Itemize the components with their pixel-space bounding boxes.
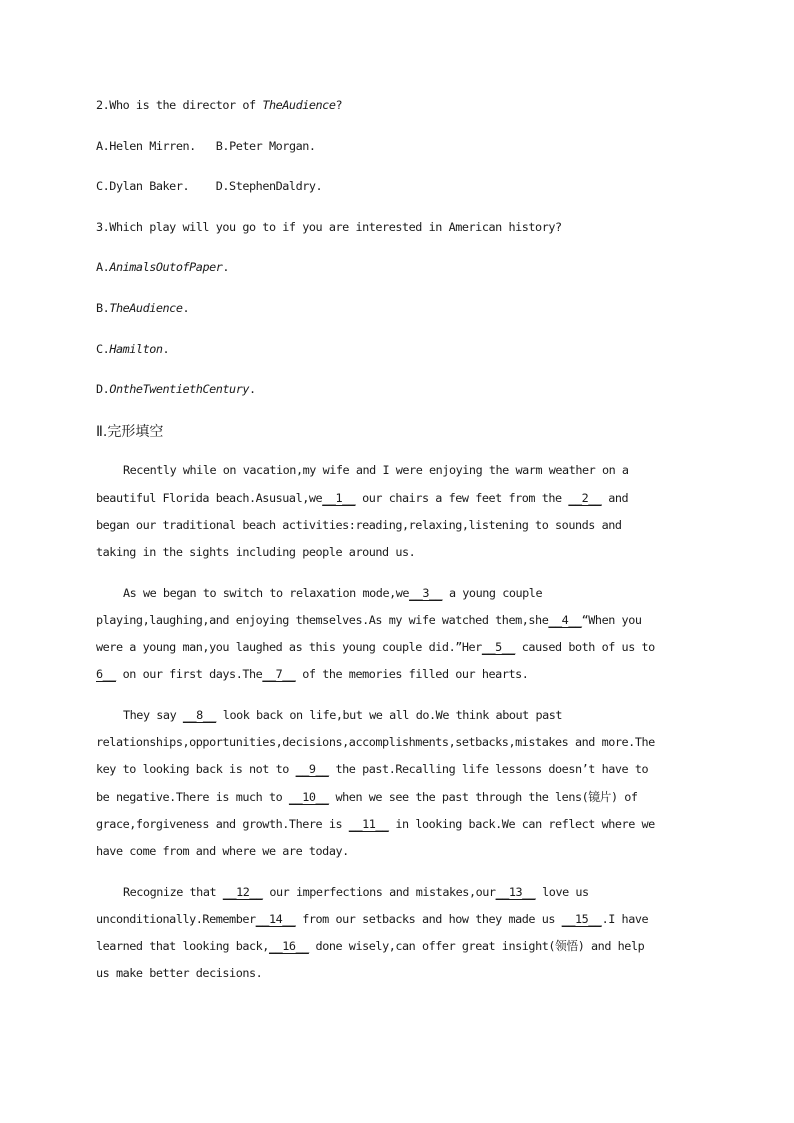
blank-14: __14__	[255, 912, 296, 926]
option-a: A.Helen Mirren.	[96, 139, 196, 153]
text: our chairs a few feet from the	[355, 491, 569, 505]
p1-line-1: Recently while on vacation,my wife and I were enjoying the warm weather on a	[123, 463, 629, 477]
blank-6: 6__	[96, 667, 116, 681]
question-2-options-ab	[96, 138, 316, 154]
blank-11: __11__	[348, 817, 389, 831]
text: our imperfections and mistakes,our	[262, 885, 496, 899]
play-title: OntheTwentiethCentury	[109, 382, 250, 396]
text: done wisely,can offer great insight(领悟) and help	[308, 939, 645, 953]
question-3-option-b	[96, 300, 189, 316]
text: They say	[123, 708, 183, 722]
p3-line-2: relationships,opportunities,decisions,accomplishments,setbacks,mistakes and more.The	[96, 735, 655, 749]
p3-line-6: have come from and where we are today.	[96, 844, 349, 858]
blank-8: __8__	[182, 708, 217, 722]
question-text: 2.Who is the director of	[96, 98, 263, 112]
p2-line-1	[123, 585, 542, 601]
p1-line-4: taking in the sights including people around us.	[96, 545, 416, 559]
option-c: C.Dylan Baker.	[96, 179, 190, 193]
blank-15: __15__	[561, 912, 602, 926]
text: playing,laughing,and enjoying themselves.As my wife watched them,she	[96, 613, 549, 627]
p3-line-1	[123, 707, 562, 723]
play-title: Hamilton	[109, 342, 163, 356]
text: caused both of us to	[515, 640, 655, 654]
option-letter: B.	[96, 301, 110, 315]
text: on our first days.The	[115, 667, 263, 681]
text: the past.Recalling life lessons doesn’t have to	[328, 762, 649, 776]
text: As we began to switch to relaxation mode,we	[123, 586, 410, 600]
text: from our setbacks and how they made us	[295, 912, 562, 926]
text: of the memories filled our hearts.	[295, 667, 529, 681]
text: look back on life,but we all do.We think about past	[216, 708, 563, 722]
blank-9: __9__	[295, 762, 329, 776]
option-d: D.StephenDaldry.	[215, 179, 323, 193]
text: unconditionally.Remember	[96, 912, 256, 926]
p3-line-3	[96, 761, 648, 777]
option-letter: A.	[96, 260, 110, 274]
text: beautiful Florida beach.Asusual,we	[96, 491, 323, 505]
p2-line-4	[96, 666, 528, 682]
blank-1: __1__	[322, 491, 356, 505]
blank-4: __4__	[548, 613, 582, 627]
text: were a young man,you laughed as this young couple did.”Her	[96, 640, 482, 654]
p3-line-4	[96, 789, 638, 805]
section-heading: Ⅱ.完形填空	[96, 424, 164, 440]
blank-10: __10__	[288, 790, 329, 804]
play-title: TheAudience	[109, 301, 183, 315]
text: learned that looking back,	[96, 939, 269, 953]
blank-5: __5__	[481, 640, 516, 654]
blank-16: __16__	[268, 939, 309, 953]
period: .	[182, 301, 190, 315]
question-3-stem: 3.Which play will you go to if you are interested in American history?	[96, 220, 562, 234]
text: when we see the past through the lens(镜片) of	[328, 790, 638, 804]
p1-line-3: began our traditional beach activities:reading,relaxing,listening to sounds and	[96, 518, 622, 532]
blank-2: __2__	[568, 491, 602, 505]
text: “When you	[581, 613, 642, 627]
period: .	[222, 260, 230, 274]
question-2-stem	[96, 97, 342, 113]
p2-line-3	[96, 639, 655, 655]
text: and	[601, 491, 629, 505]
p2-line-2	[96, 612, 642, 628]
text: .I have	[601, 912, 649, 926]
question-3-option-a	[96, 259, 229, 275]
play-title: AnimalsOutofPaper	[109, 260, 223, 274]
option-letter: C.	[96, 342, 110, 356]
blank-7: __7__	[262, 667, 296, 681]
option-b: B.Peter Morgan.	[215, 139, 316, 153]
question-2-options-cd	[96, 178, 322, 194]
blank-3: __3__	[409, 586, 443, 600]
p3-line-5	[96, 816, 655, 832]
question-3-option-d	[96, 381, 256, 397]
text: key to looking back is not to	[96, 762, 296, 776]
p1-line-2	[96, 490, 628, 506]
p4-line-1	[123, 884, 589, 900]
text: grace,forgiveness and growth.There is	[96, 817, 349, 831]
blank-13: __13__	[495, 885, 536, 899]
text: in looking back.We can reflect where we	[388, 817, 655, 831]
question-3-option-c	[96, 341, 169, 357]
question-mark: ?	[335, 98, 343, 112]
p4-line-4: us make better decisions.	[96, 966, 263, 980]
option-letter: D.	[96, 382, 110, 396]
text: be negative.There is much to	[96, 790, 289, 804]
p4-line-2	[96, 911, 648, 927]
play-title: TheAudience	[262, 98, 336, 112]
period: .	[162, 342, 170, 356]
blank-12: __12__	[222, 885, 263, 899]
text: Recognize that	[123, 885, 223, 899]
text: a young couple	[442, 586, 543, 600]
period: .	[249, 382, 256, 396]
p4-line-3	[96, 938, 644, 954]
text: love us	[535, 885, 589, 899]
